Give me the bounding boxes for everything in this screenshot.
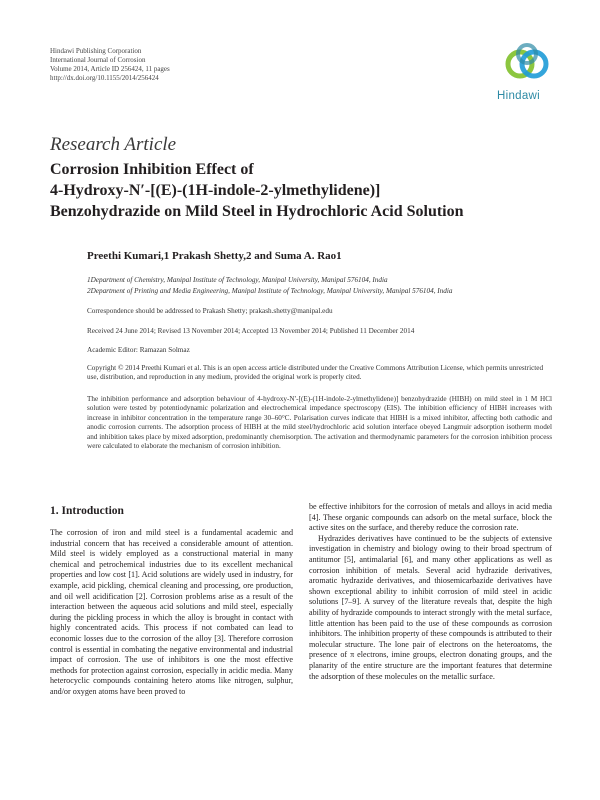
journal-header bbox=[50, 47, 170, 83]
body-column-left bbox=[50, 528, 293, 698]
affiliation-2: 2Department of Printing and Media Engineering, Manipal Institute of Technology, Manipal University, Manipal 576104, India bbox=[87, 287, 453, 295]
article-dates: Received 24 June 2014; Revised 13 November 2014; Accepted 13 November 2014; Published 11 December 2014 bbox=[87, 327, 415, 335]
doi-link[interactable]: http://dx.doi.org/10.1155/2014/256424 bbox=[50, 74, 159, 82]
logo-wordmark: Hindawi bbox=[497, 90, 541, 102]
paragraph: The corrosion of iron and mild steel is a fundamental academic and industrial concern that has received a considerable amount of attention. Mild steel is widely employed as a constructional material in many chemical and petrochemical industries due to its excellent mechanical properties and low cost [1]. Acid solutions are widely used in industry, for example, acid pickling, chemical cleaning and processing, ore production, and oil well acidification [2]. Corrosion problems arise as a result of the interaction between the aqueous acid solutions and mild steel, especially during the pickling process in which the alloy is brought in contact with highly concentrated acids. This process if not combated can lead to economic losses due to the corrosion of the alloy [3]. Therefore corrosion control is essential in combating the negative environmental and industrial impact of corrosion. The use of inhibitors is one the most effective methods for protection against corrosion, especially in acidic media. Many heterocyclic compounds containing hetero atoms like nitrogen, sulphur, and/or oxygen atoms have been proved to bbox=[50, 528, 293, 696]
copyright-notice: Copyright © 2014 Preethi Kumari et al. This is an open access article distributed under the Creative Commons Attribution License, which permits unrestricted use, distribution, and reproduction in any medium, provided the original work is properly cited. bbox=[87, 364, 544, 381]
article-type: Research Article bbox=[50, 134, 177, 155]
paragraph: Hydrazides derivatives have continued to be the subjects of extensive investigation in chemistry and biology owing to their broad spectrum of antitumor [5], antimalarial [6], and many other applications as well as corrosion inhibition of metals. Several acid hydrazide derivatives, aromatic hydrazide derivatives, and thiosemicarbazide derivatives have shown exceptional ability to inhibit corrosion of mild steel in acidic solutions [7–9]. A survey of the literature reveals that, despite the high ability of hydrazide compounds to interact strongly with the metal surface, little attention has been paid to the use of these compounds as corrosion inhibitors. The inhibition property of these compounds is attributed to their molecular structure. The lone pair of electrons on the heteroatoms, the presence of π electrons, imine groups, electron donating groups, and the planarity of the entire structure are the important features that determine the adsorption of these molecules on the metallic surface. bbox=[309, 533, 552, 681]
body-column-right bbox=[309, 502, 552, 682]
author-list: Preethi Kumari,1 Prakash Shetty,2 and Suma A. Rao1 bbox=[87, 250, 342, 262]
title-line: 4-Hydroxy-N′-[(E)-(1H-indole-2-ylmethylidene)] bbox=[50, 182, 381, 199]
correspondence: Correspondence should be addressed to Prakash Shetty; prakash.shetty@manipal.edu bbox=[87, 307, 333, 315]
section-heading: 1. Introduction bbox=[50, 505, 124, 517]
title-line: Corrosion Inhibition Effect of bbox=[50, 161, 254, 178]
abstract: The inhibition performance and adsorption behaviour of 4-hydroxy-N′-[(E)-(1H-indole-2-ylmethylidene)] benzohydrazide (HIBH) on mild steel in 1 M HCl solution were tested by potentiodynamic polarization and electrochemical impedance spectroscopy (EIS). The inhibition efficiency of HIBH increases with increase in inhibitor concentration in the temperature range 30–60°C. Polarisation curves indicate that HIBH is a mixed inhibitor, affecting both cathodic and anodic corrosion currents. The adsorption process of HIBH at the mild steel/hydrochloric acid solution interface obeyed Langmuir adsorption isotherm model and inhibition takes place by mixed adsorption, predominantly chemisorption. The activation and thermodynamic parameters for the corrosion inhibition process were calculated to elaborate the mechanism of corrosion inhibition. bbox=[87, 395, 552, 451]
journal-name: International Journal of Corrosion bbox=[50, 56, 146, 64]
title-line: Benzohydrazide on Mild Steel in Hydrochloric Acid Solution bbox=[50, 203, 464, 220]
article-title bbox=[50, 159, 550, 222]
affiliation-1: 1Department of Chemistry, Manipal Institute of Technology, Manipal University, Manipal 576104, India bbox=[87, 276, 388, 284]
publisher-name: Hindawi Publishing Corporation bbox=[50, 47, 142, 55]
paragraph: be effective inhibitors for the corrosion of metals and alloys in acid media [4]. These organic compounds can adsorb on the metal surface, block the active sites on the surface, and thereby reduce the corrosion rate. bbox=[309, 502, 552, 533]
volume-info: Volume 2014, Article ID 256424, 11 pages bbox=[50, 65, 170, 73]
academic-editor: Academic Editor: Ramazan Solmaz bbox=[87, 346, 190, 354]
